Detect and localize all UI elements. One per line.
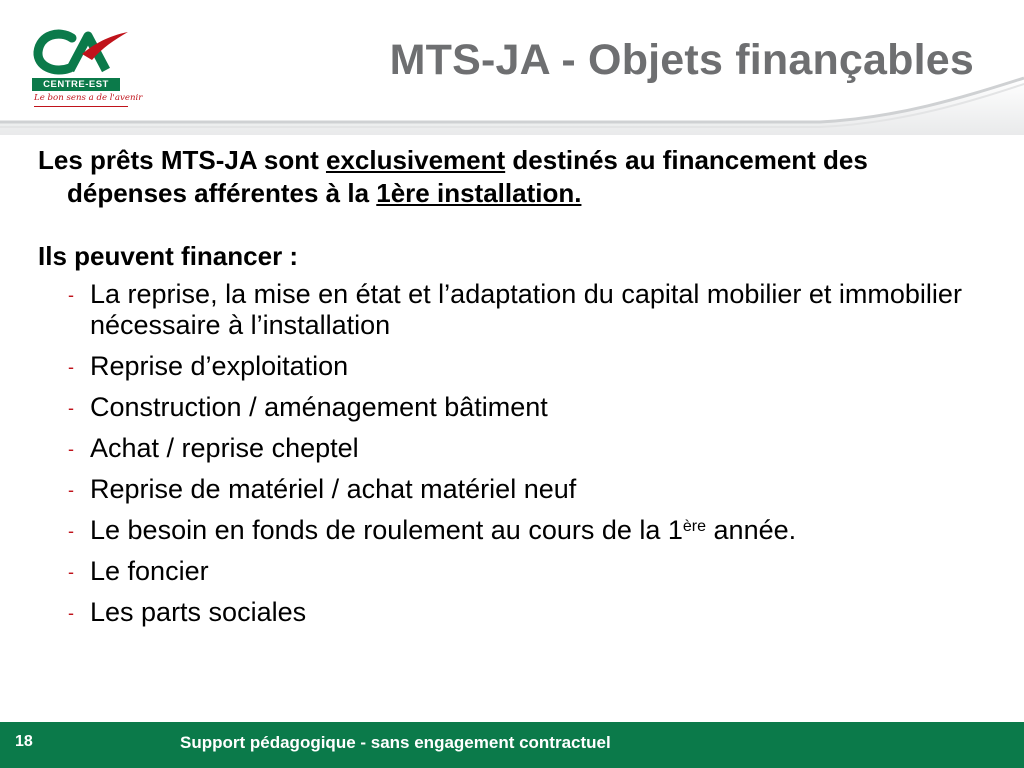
- ca-logo-icon: [32, 26, 132, 78]
- footer-disclaimer: Support pédagogique - sans engagement contractuel: [180, 733, 611, 752]
- list-item-text: Construction / aménagement bâtiment: [90, 392, 548, 422]
- list-item: [38, 474, 988, 505]
- list-item: [38, 351, 988, 382]
- footer-bar: [0, 722, 1024, 768]
- list-item-text: Les parts sociales: [90, 597, 307, 627]
- list-item: [38, 556, 988, 587]
- list-item-text-before: Le besoin en fonds de roulement au cours de la 1: [90, 515, 683, 545]
- financing-items-list: [38, 279, 988, 628]
- superscript-ere: ère: [682, 518, 707, 535]
- intro-text-middle: destinés au financement des dépenses afférentes à la: [67, 145, 868, 208]
- list-item: [38, 392, 988, 423]
- list-item-text: Achat / reprise cheptel: [90, 433, 359, 463]
- slide-content: [38, 144, 988, 638]
- bullet-dash: -: [68, 480, 74, 500]
- list-item-text: Reprise de matériel / achat matériel neuf: [90, 474, 577, 504]
- bullet-dash: -: [68, 285, 74, 305]
- brand-tagline: Le bon sens a de l'avenir: [34, 93, 143, 103]
- list-item-text: Le foncier: [90, 556, 209, 586]
- intro-emphasis-exclusivement: exclusivement: [325, 145, 506, 175]
- page-number: 18: [15, 733, 33, 750]
- bullet-dash: -: [68, 398, 74, 418]
- bullet-dash: -: [68, 439, 74, 459]
- slide-title: MTS-JA - Objets finançables: [389, 36, 974, 84]
- credit-agricole-logo: [32, 26, 143, 116]
- section-subtitle: Ils peuvent financer :: [38, 241, 299, 271]
- list-item: [38, 515, 988, 546]
- list-item: [38, 433, 988, 464]
- intro-emphasis-installation: 1ère installation.: [376, 178, 582, 208]
- intro-paragraph: [38, 144, 988, 210]
- list-item-text: Reprise d’exploitation: [90, 351, 349, 381]
- tagline-underline: [34, 106, 128, 107]
- bullet-dash: -: [68, 562, 74, 582]
- list-item: [38, 279, 988, 341]
- list-item-text: La reprise, la mise en état et l’adaptation du capital mobilier et immobilier nécessaire à l’installation: [90, 279, 962, 340]
- list-item: [38, 597, 988, 628]
- bullet-dash: -: [68, 521, 74, 541]
- bullet-dash: -: [68, 603, 74, 623]
- list-item-text-after: année.: [706, 515, 797, 545]
- brand-name: CENTRE-EST: [32, 78, 120, 91]
- bullet-dash: -: [68, 357, 74, 377]
- intro-text-start: Les prêts MTS-JA sont: [38, 145, 326, 175]
